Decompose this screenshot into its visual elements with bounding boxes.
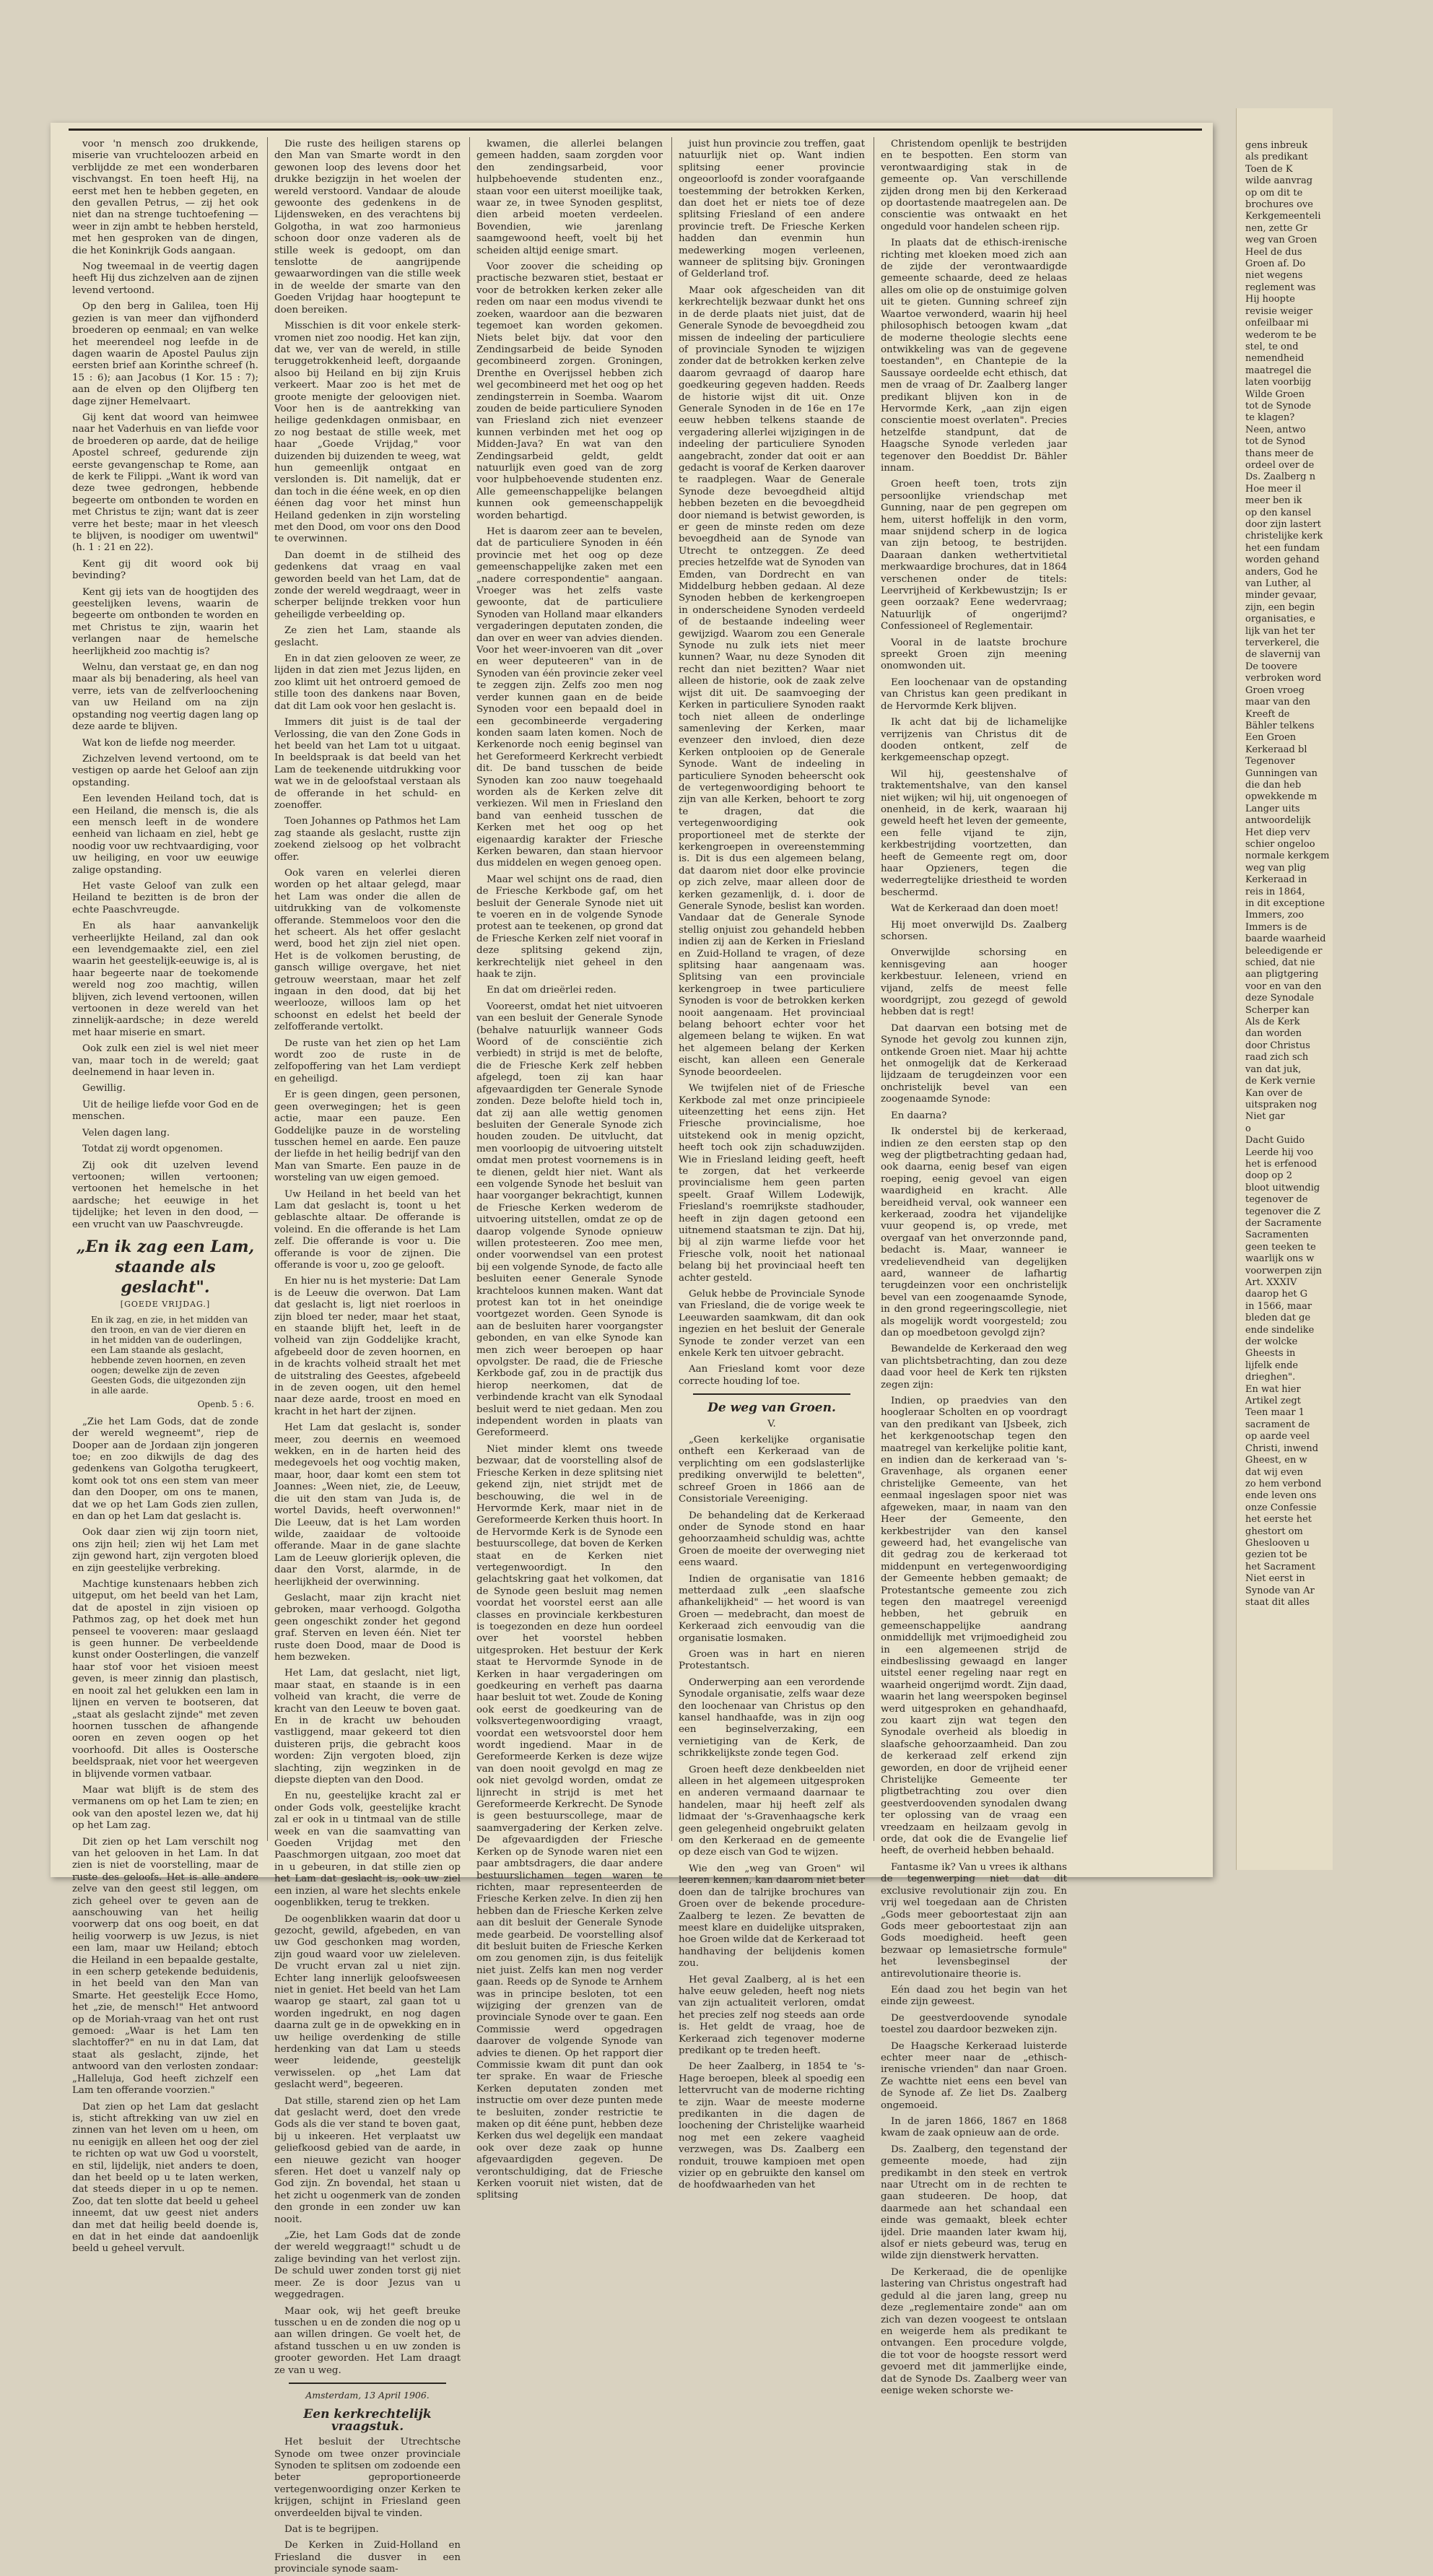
paragraph: En dat om drieërlei reden. (487, 985, 617, 996)
paragraph: En als haar aanvankelijk verheerlijkte Heiland, zal dan ook een levendgemaakte ziel, een ziel waarin het geestelijk-eeuwige is, al is haar begeerte naar de toekomende wereld nog zoo machtig, willen blijven, zich levend vertoonen, willen vertoonen in deze wereld van het zinnelijk-aardsche; in deze wereld met haar miserie en smart. (72, 921, 258, 1038)
paragraph: Er is geen dingen, geen personen, geen overwegingen; het is geen actie, maar een pauze. Een Goddelijke pauze in de worsteling tusschen hemel en aarde. Een pauze der liefde in het heilig bedrijf van den Man van Smarte. Een pauze in de worsteling van uw eigen gemoed. (274, 1089, 461, 1184)
paragraph: Gunningen van (1245, 767, 1318, 779)
paragraph: Groen was in hart en nieren Protestantsch. (679, 1648, 865, 1672)
paragraph: De heer Zaalberg, in 1854 te 's-Hage beroepen, bleek al spoedig een lettervrucht van de moderne richting te zijn. Waar de meeste moderne predikanten in die dagen de loochening der Christelijke waarheid nog met een zekere vaagheid verzwegen, was Ds. Zaalberg een ronduit, trouwe kampioen met open vizier op en gebruikte den kansel om de hoofdwaarheden van het (679, 2061, 865, 2191)
paragraph: tot de Synod (1245, 436, 1306, 448)
paragraph: Immers dit juist is de taal der Verlossing, die van den Zone Gods in het beeld van het Lam tot u uitgaat. In beeldspraak is dat beeld van het Lam de teekenende uitdrukking voor wat we in de geloofstaal verstaan als de offerande in het schuld- en zoenoffer. (274, 717, 461, 811)
paragraph: thans meer de (1245, 448, 1314, 459)
bible-verse-reference: Openb. 5 : 6. (197, 1399, 254, 1410)
paragraph: Art. XXXIV (1245, 1277, 1297, 1288)
paragraph: In plaats dat de ethisch-irenische richting met kloeken moed zich aan de zijde der verontwaardigde gemeente schaarde, deed ze helaas alles om olie op de onstuimige golven uit te gieten. Gunning schreef zijn Waartoe verwonderd, waarin hij heel philosophisch betoogen kwam „dat de moderne theologie slechts eene ontwikkeling was van de gegevene toestanden", en Chantepie de la Saussaye oordeelde echt ethisch, dat men de vraag of Dr. Zaalberg langer predikant blijven kon in de Hervormde Kerk, „aan zijn eigen conscientie moest overlaten". Precies hetzelfde standpunt, dat de Haagsche Synode verleden jaar tegenover den Boeddist Dr. Bähler innam. (881, 238, 1067, 474)
paragraph: Machtige kunstenaars hebben zich uitgeput, om het beeld van het Lam, dat de apostel in zijn visioen op Pathmos zag, op het doek met hun penseel te vooveren: maar geslaagd is geen hunner. De verbeeldende kunst onder Oosterlingen, die vanzelf haar stof voor het visioen meest geven, is meer zinnig dan plastisch, en nooit zal het gelukken een lam in lijnen en verven te bootseren, dat „staat als geslacht zijnde" met zeven hoornen tusschen de afhangende ooren en zeven oogen op het voorhoofd. Dit alles is Oostersche beeldspraak, niet voor het weergeven in blijvende vormen vatbaar. (72, 1579, 258, 1780)
paragraph: daarop het G (1245, 1289, 1308, 1300)
paragraph: op aarde veel (1245, 1431, 1310, 1443)
paragraph: Artikel zegt (1245, 1396, 1301, 1407)
paragraph: Geluk hebbe de Provinciale Synode van Friesland, die de vorige week te Leeuwarden saamkwam, dit dan ook ingezien en het besluit der Generale Synode te zonder verzet van een enkele Kerk ten uitvoer gebracht. (679, 1289, 865, 1359)
paragraph: waarlijk ons w (1245, 1253, 1315, 1265)
paragraph: Maar ook, wij het geeft breuke tusschen u en de zonden die nog op u aan willen dringen. Ge voelt het, de afstand tusschen u en uw zonden is grooter geworden. Het Lam draagt ze van u weg. (274, 2305, 461, 2376)
paragraph: dat wij even (1245, 1466, 1303, 1478)
adjacent-page-text (1245, 140, 1433, 1609)
paragraph: juist hun provincie zou treffen, gaat natuurlijk niet op. Want indien splitsing eener provincie ongeoorloofd is zonder voorafgaande toestemming der betrokken Kerken, dan doet het er niets toe of deze splitsing Friesland of een andere provincie treft. De Friesche Kerken hadden dan evenmin hun medewerking mogen verleenen, wanneer de splitsing bijv. Groningen of Gelderland trof. (679, 139, 865, 280)
column-5-text (881, 139, 1067, 2397)
paragraph: Groen vroeg (1245, 684, 1305, 696)
paragraph: Dat is te begrijpen. (284, 2524, 379, 2535)
paragraph: de slavernij van (1245, 649, 1321, 661)
paragraph: Kerkgemeenteli (1245, 211, 1321, 222)
article-heading-weg-van-groen: De weg van Groen. (707, 1401, 836, 1416)
paragraph: En hier nu is het mysterie: Dat Lam is de Leeuw die overwon. Dat Lam dat geslacht is, ligt niet roerloos in zijn bloed ter neder, maar het staat, en staande blijft het, leeft in de volheid van zijn Goddelijke kracht, afgebeeld door de zeven hoornen, en in de krachts volheid straalt het met de uitstraling des Geestes, afgebeeld in de zeven oogen, uit den hemel naar deze aarde, troost en moed en kracht in het hart der zijnen. (274, 1276, 461, 1417)
paragraph: Het Lam, dat geslacht, niet ligt, maar staat, en staande is in een volheid van kracht, die verre de kracht van den Leeuw te boven gaat. En in de kracht uw behouden vastliggend, maar gekeerd tot dien duisteren prijs, die gebracht koos worden: Zijn vergoten bloed, zijn slachting, zijn wegzinken in de diepste diepten van den Dood. (274, 1668, 461, 1786)
paragraph: deze Synodale (1245, 993, 1315, 1004)
paragraph: bleden dat ge (1245, 1313, 1311, 1324)
paragraph: nen, zette Gr (1245, 222, 1308, 234)
paragraph: Toen Johannes op Pathmos het Lam zag staande als geslacht, rustte zijn zoekend zielsoog op het volbracht offer. (274, 816, 461, 863)
paragraph: dan worden (1245, 1028, 1302, 1040)
paragraph: Gewillig. (82, 1083, 126, 1095)
paragraph: tegenover de (1245, 1194, 1308, 1206)
paragraph: brochures ove (1245, 199, 1313, 211)
paragraph: Als de Kerk (1245, 1017, 1300, 1028)
paragraph: Vooreerst, omdat het niet uitvoeren van een besluit der Generale Synode (behalve natuurlijk wanneer Gods Woord of de consciëntie zich verbiedt) in strijd is met de belofte, die de Friesche Kerk zelf hebben afgelegd, toen zij kan haar afgevaardigden ter Generale Synode zonden. Deze belofte hield toch in, dat zij aan alle wettig genomen besluiten der Generale Synode zich houden zouden. De uitvlucht, dat men voorloopig de uitvoering uitstelt omdat men protest voornemens is in te dienen, geldt hier niet. Want als een volgende Synode het besluit van haar voorganger bekrachtigt, kunnen de Friesche Kerken wederom de uitvoering uitstellen, omdat ze op de daarop volgende Synode opnieuw willen protesteeren. Zoo mee men, onder voorwendsel van een protest bij een volgende Synode, de facto alle besluiten eener Generale Synode krachteloos kunnen maken. Want dat protest kan tot in het oneindige voortgezet worden. Geen Synode is aan de besluiten harer voorgangster gebonden, en van elke Synode kan men zich weer beroepen op haar opvolgster. De raad, die de Friesche Kerkbode gaf, zou in de practijk dus hierop neerkomen, dat de verbindende kracht van elk Synodaal besluit werd te niet gedaan. Men zou independent worden in plaats van Gereformeerd. (476, 1001, 663, 1439)
paragraph: Niet eerst in (1245, 1573, 1305, 1585)
paragraph: maatregel die (1245, 365, 1312, 376)
paragraph: staat dit alles (1245, 1596, 1310, 1608)
paragraph: „Geen kerkelijke organisatie ontheft een Kerkeraad van de verplichting om een godslasterlijke prediking onverwijld te beletten", schreef Groen in 1866 aan de Consistoriale Vereeniging. (679, 1435, 865, 1505)
paragraph: Op den berg in Galilea, toen Hij gezien is van meer dan vijfhonderd broederen op eenmaal; en van welke het meerendeel nog leefde in de dagen waarin de Apostel Paulus zijn eersten brief aan Korinthe schreef (h. 15 : 6); aan Jacobus (1 Kor. 15 : 7); aan de elven op den Olijfberg ten dage zijner Hemelvaart. (72, 301, 258, 407)
paragraph: kwamen, die allerlei belangen gemeen hadden, saam zorgden voor den zendingsarbeid, voor hulpbehoevende studenten enz., staan voor een uiterst moeilijke taak, waar ze, in twee Synoden gesplitst, dien arbeid moeten verdeelen. Bovendien, wie jarenlang saamgewoond heeft, voelt bij het scheiden altijd eenige smart. (476, 139, 663, 256)
paragraph: Het diep verv (1245, 827, 1310, 838)
section-divider (693, 1393, 850, 1395)
paragraph: En daarna? (891, 1110, 947, 1121)
paragraph: ghestort om (1245, 1526, 1303, 1537)
dateline: Amsterdam, 13 April 1906. (305, 2389, 430, 2401)
paragraph: Ook zulk een ziel is wel niet meer van, maar toch in de wereld; gaat deelnemend in haar leven in. (72, 1043, 258, 1079)
paragraph: antwoordelijk (1245, 815, 1311, 827)
paragraph: beleedigende er (1245, 945, 1323, 957)
paragraph: Gheslooven u (1245, 1537, 1310, 1549)
paragraph: Christendom openlijk te bestrijden en te bespotten. Een storm van verontwaardiging stak in de gemeente op. Van verschillende zijden drong men bij den Kerkeraad op doortastende maatregelen aan. De conscientie was ontwaakt en het ongeduld voor handelen scheen rijp. (881, 139, 1067, 232)
paragraph: Groen heeft toen, trots zijn persoonlijke vriendschap met Gunning, naar de pen gegrepen om hem, uiterst hoffelijk in den vorm, maar snijdend scherp in de logica van zijn betoog, te bestrijden. Daaraan danken wethertvitietal merkwaardige brochures, dat in 1864 verschenen onder de titels: Leervrijheid of Kerkbewustzijn; Is er geen oorzaak? Eene wedervraag; Natuurlijk of ongerijmd? Confessioneel of Reglementair. (881, 479, 1067, 632)
paragraph: van dat juk, (1245, 1063, 1302, 1075)
paragraph: Ds. Zaalberg n (1245, 471, 1316, 483)
paragraph: Onderwerping aan een verordende Synodale organisatie, zelfs waar deze den loochenaar van Christus op den kansel handhaafde, was in zijn oog een beginselverzaking, een vernietiging van de Kerk, de schrikkelijkste zonde tegen God. (679, 1676, 865, 1759)
paragraph: Fantasme ik? Van u vrees ik althans de tegenwerping niet dat dit exclusive revolutionair zijn zou. En vrij wel toegedaan aan de Christen „Gods meer geboortestaat zijn aan Gods meer geboortestaat zijn aan Gods moedigheid. heeft geen bezwaar op lemasietrsche formule" het levensbeginsel der antirevolutionaire theorie is. (881, 1861, 1067, 1980)
column-separator (267, 137, 268, 1841)
paragraph: o (1245, 1123, 1251, 1134)
paragraph: die dan heb (1245, 779, 1302, 791)
article-heading-kerkrechtelijk: Een kerkrechtelijk vraagstuk. (303, 2407, 432, 2434)
paragraph: drieghen". (1245, 1372, 1296, 1383)
paragraph: De Kerken in Zuid-Holland en Friesland die dusver in een provinciale synode saam- (274, 2540, 461, 2575)
paragraph: organisaties, e (1245, 614, 1315, 625)
paragraph: Dan doemt in de stilheid des gedenkens dat vraag en vaal geworden beeld van het Lam, dat de zonde der wereld wegdraagt, weer in scherper belijnde trekken voor hun geheiligde verbeelding op. (274, 549, 461, 620)
paragraph: Welnu, dan verstaat ge, en dan nog maar als bij benadering, als heel van verre, iets van de zelfverloochening van uw Heiland om na zijn opstanding nog veertig dagen lang op deze aarde te blijven. (72, 662, 258, 733)
paragraph: Wil hij, geestenshalve of traktementshalve, van den kansel niet wijken; wil hij, uit ongenoegen of onenheid, in de kerk, waaraan hij geweld heeft het leven der gemeente, een felle vijand te zijn, kerkbestrijding voortzetten, dan heeft de Gemeente regt om, door haar Opzieners, tegen die wederregtelijke driestheid te worden beschermd. (881, 768, 1067, 898)
paragraph: Immers is de (1245, 921, 1307, 933)
paragraph: der Sacramente (1245, 1217, 1322, 1229)
paragraph: opwekkende m (1245, 791, 1317, 803)
paragraph: door Christus (1245, 1040, 1310, 1051)
paragraph: Het besluit der Utrechtsche Synode om twee onzer provinciale Synoden te splitsen om zodoende een beter geproportioneerde vertegenwoordiging onzer Kerken te krijgen, schijnt in Friesland geen onverdeelden bijval te vinden. (274, 2437, 461, 2519)
paragraph: Sacramenten (1245, 1230, 1309, 1241)
paragraph: aan pligtgering (1245, 969, 1319, 980)
paragraph: voorwerpen zijn (1245, 1265, 1323, 1276)
paragraph: Indien de organisatie van 1816 metterdaad zulk „een slaafsche afhankelijkheid" — het woord is van Groen — medebracht, dan moest de Kerkeraad zich eenvoudig van die organisatie losmaken. (679, 1573, 865, 1644)
paragraph: Wat kon de liefde nog meerder. (82, 737, 236, 749)
paragraph: Het Lam dat geslacht is, sonder meer, zou deernis en weemoed wekken, en in de harten heid des medegevoels het oog vochtig maken, maar, hoor, daar komt een stem tot Joannes: „Ween niet, zie, de Leeuw, die uit den stam van Juda is, de wortel Davids, heeft overwonnen!" Die Leeuw, dat is het Lam worden wilde, zaaidaar de voltooide offerande. Maar in de gane slachte Lam de Leeuw glorierijk opleven, die daar den Vorst, alarmde, in de heerlijkheid der overwinning. (274, 1422, 461, 1588)
paragraph: Teen maar 1 (1245, 1407, 1304, 1419)
paragraph: De toovere (1245, 661, 1298, 672)
paragraph: Ik acht dat bij de lichamelijke verrijzenis van Christus dit de dooden ontkent, zelf de kerkgemeenschap opzegt. (881, 717, 1067, 764)
paragraph: Heel de dus (1245, 246, 1302, 258)
paragraph: Een Groen (1245, 732, 1297, 744)
paragraph: De geestverdoovende synodale toestel zou daardoor bezweken zijn. (881, 2012, 1067, 2036)
paragraph: nemendheid (1245, 353, 1304, 365)
paragraph: uitspraken nog (1245, 1099, 1317, 1110)
paragraph: Voor zoover die scheiding op practische bezwaren stiet, bestaat er voor de betrokken kerken zeker alle reden om naar een modus vivendi te zoeken, waardoor aan die bezwaren tegemoet kan worden gekomen. Niets belet bijv. dat voor den Zendingsarbeid de beide Synoden gecombineerd zorgen. Groningen, Drenthe en Overijssel hebben zich wel gecombineerd met het oog op het zendingsterrein in Soemba. Waarom zouden de beide particuliere Synoden van Friesland zich niet evenzeer kunnen verbinden met het oog op Midden-Java? En wat van den Zendingsarbeid geldt, geldt natuurlijk even goed van de zorg voor hulpbehoevende studenten enz. Alle gemeenschappelijke belangen kunnen ook gemeenschappelijk worden behartigd. (476, 261, 663, 521)
column-1-text-part-2 (72, 1417, 258, 2255)
paragraph: reglement was (1245, 282, 1316, 293)
paragraph: gezien tot be (1245, 1549, 1307, 1561)
paragraph: op den kansel (1245, 507, 1312, 518)
paragraph: op om dit te (1245, 187, 1303, 199)
paragraph: Leerde hij voo (1245, 1146, 1314, 1158)
paragraph: weg van Groen (1245, 235, 1317, 246)
paragraph: Niet minder klemt ons tweede bezwaar, dat de voorstelling alsof de Friesche Kerken in deze splitsing niet gekend zijn, niet strijdt met de beschouwing, die wel in de Hervormde Kerk, maar niet in de Gereformeerde Kerken thuis hoort. In de Hervormde Kerk is de Synode een bestuurscollege, dat boven de Kerken staat en de Kerken niet vertegenwoordigt. In den gelachtskring gaat het volkomen, dat de Synode geen besluit mag nemen voordat het voorstel eerst aan alle classes en provinciale kerkbesturen is toegezonden en deze hun oordeel over het voorstel hebben uitgesproken. Het bestuur der Kerk staat te Hervormde Synode in de Kerken in haar vergaderingen om goedkeuring en verheft pas daarna haar besluit tot wet. Zoude de Koning ook eerst de goedkeuring van de volksvertegenwoordiging vraagt, voordat een wetsvoorstel door hem wordt ingediend. Maar in de Gereformeerde Kerken is deze wijze van doen nooit gevolgd en mag ze ook niet gevolgd worden, omdat ze lijnrecht in strijd is met het Gereformeerde Kerkrecht. De Synode is geen bestuurscollege, maar de saamvergadering der Kerken zelve. De afgevaardigden der Friesche Kerken op de Synode waren niet een paar ambtsdragers, die daar andere bestuurslichamen tegen waren te richten, maar representeerden de Friesche Kerken zelve. In dien zij hen hebben dan de Friesche Kerken zelve aan dit besluit der Generale Synode mede gearbeid. De voorstelling alsof dit besluit buiten de Friesche Kerken om zou genomen zijn, is dus feitelijk niet juist. Zelfs kan men nog verder gaan. Reeds op de Synode te Arnhem was in principe besloten, tot een wijziging der grenzen van de provinciale Synode over te gaan. Een Commissie werd opgedragen daarover de volgende Synode van advies te dienen. Op het rapport dier Commissie kwam dit punt dan ook ter sprake. En waar de Friesche Kerken deputaten zonden met instructie om over deze punten mede te besluiten, zonder restrictie te maken op dit ééne punt, hebben deze Kerken dus wel degelijk een mandaat ook over deze zaak op hunne afgevaardigden gegeven. De verontschuldiging, dat de Friesche Kerken vooruit niet wisten, dat de splitsing (476, 1443, 663, 2201)
paragraph: maar van den (1245, 697, 1311, 708)
meditation-subheading: [GOEDE VRIJDAG.] (120, 1299, 211, 1309)
paragraph: De Kerkeraad, die de openlijke lastering van Christus ongestraft had geduld al die jaren lang, greep nu deze „reglementaire zonde" aan om zich van dezen voogeest te ontslaan en weigerde hem als predikant te ontvangen. Een procedure volgde, die tot voor de hoogste ressort werd gevoerd met dit jammerlijke einde, dat de Synode Ds. Zaalberg weer van eenige weken schorste we- (881, 2266, 1067, 2396)
paragraph: worden gehand (1245, 554, 1320, 566)
paragraph: Gheests in (1245, 1348, 1296, 1359)
paragraph: in dit exceptione (1245, 898, 1325, 909)
paragraph: En in dat zien gelooven ze weer, ze lijden in dat zien met Jezus lijden, en zoo klimt uit het ontroerd gemoed de stille toon des dankens naar Boven, dat dit Lam ook voor hen geslacht is. (274, 653, 461, 712)
paragraph: wederom te be (1245, 329, 1317, 341)
paragraph: schier ongeloo (1245, 838, 1315, 850)
paragraph: normale kerkgem (1245, 850, 1330, 862)
paragraph: „Zie het Lam Gods, dat de zonde der wereld wegneemt", riep de Dooper aan de Jordaan zijn jongeren toe; en zoo dikwijls de dag des gedenkens van Golgotha terugkeert, komt ook tot ons een stem van meer dan den Dooper, om ons te manen, dat we op het Lam Gods zien zullen, en dan op het Lam dat geslacht is. (72, 1416, 258, 1522)
paragraph: revisie weiger (1245, 305, 1313, 317)
paragraph: Bähler telkens (1245, 720, 1315, 731)
paragraph: Ook varen en velerlei dieren worden op het altaar gelegd, maar het Lam was onder die allen de uitdrukking van de volkomenste offerande. Stemmeloos voor den die het scheert. Als het offer geslacht werd, bood het zijn ziel niet open. Het is de volkomen berusting, de gansch willige overgave, het niet getrouw weerstaan, maar het zelf ingaan in den dood, dat bij het weerlooze, willoos lam op het schoonst en edelst het beeld der zelfofferande vertolkt. (274, 867, 461, 1033)
column-3-text (476, 139, 663, 2202)
paragraph: Toen de K (1245, 163, 1293, 175)
paragraph: Dacht Guido (1245, 1135, 1305, 1146)
paragraph: anders, God he (1245, 566, 1318, 578)
paragraph: zo hem verbond (1245, 1478, 1322, 1489)
paragraph: tegenover die Z (1245, 1206, 1320, 1217)
paragraph: Wie den „weg van Groen" wil leeren kennen, kan daarom niet beter doen dan de talrijke brochures van Groen over de bekende procedure-Zaalberg te lezen. Ze bevatten de meest klare en duidelijke uitspraken, hoe Groen wilde dat de Kerkeraad tot handhaving der belijdenis komen zou. (679, 1863, 865, 1970)
paragraph: geen teeken te (1245, 1241, 1316, 1253)
paragraph: Het geval Zaalberg, al is het een halve eeuw geleden, heeft nog niets van zijn actualiteit verloren, omdat het precies zelf nog steeds aan orde is. Het geldt de vraag, hoe de Kerkeraad zich tegenover moderne predikant op te treden heeft. (679, 1974, 865, 2056)
paragraph: Christi, inwend (1245, 1443, 1319, 1454)
paragraph: Zij ook dit uzelven levend vertoonen; willen vertoonen; vertoonen het hemelsche in het aardsche; het eeuwige in het tijdelijke; het leven in den dood, — een vrucht van uw Paaschvreugde. (72, 1159, 258, 1230)
paragraph: „Zie, het Lam Gods dat de zonde der wereld weggraagt!" schudt u de zalige bevinding van het verlost zijn. De schuld uwer zonden torst gij niet meer. Ze is door Jezus van u weggedragen. (274, 2230, 461, 2301)
paragraph: Geslacht, maar zijn kracht niet gebroken, maar verhoogd. Golgotha geen ongeschikt zonder het gegond graf. Sterven en leven één. Niet ter ruste doen Dood, maar de Dood is hem bezweken. (274, 1592, 461, 1663)
paragraph: Wat de Kerkeraad dan doen moet! (891, 903, 1059, 915)
paragraph: lijfelk ende (1245, 1359, 1299, 1371)
paragraph: Velen dagen lang. (82, 1127, 170, 1139)
paragraph: ordeel over de (1245, 459, 1315, 471)
paragraph: niet wegens (1245, 270, 1303, 282)
paragraph: der wolcke (1245, 1336, 1298, 1348)
paragraph: Misschien is dit voor enkele sterk-vromen niet zoo noodig. Het kan zijn, dat we, ver van de wereld, in stille teruggetrokkenheid leeft, dorgaande alsoo bij Heiland en bij zijn Kruis verkeert. Maar zoo is het met de groote menigte der geloovigen niet. Voor hen is de aantrekking van heilige gedenkdagen onmisbaar, en zo nog bestaat de stille week, met haar „Goede Vrijdag," voor duizenden bij duizenden te weeg, wat hun gemeenlijk ontgaat en verslonden is. Dit namelijk, dat er dan toch in die ééne week, en op dien éénen dag voor het minst hun Heiland gedenken in zijn worsteling met den Dood, om voor ons den Dood te overwinnen. (274, 321, 461, 545)
paragraph: Groen af. Do (1245, 258, 1306, 270)
section-divider (289, 2383, 446, 2384)
paragraph: Totdat zij wordt opgenomen. (82, 1144, 223, 1155)
paragraph: christelijke kerk (1245, 531, 1323, 542)
paragraph: Dat zien op het Lam dat geslacht is, sticht aftrekking van uw ziel en zinnen van het leven om u heen, om nu eenigijk en alleen het oog der ziel te richten op wat uw God u voorstelt, en stil, lijdelijk, niet anders te doen, dan het beeld op u te laten werken, dat steeds dieper in u op te nemen. Zoo, dat ten slotte dat beeld u geheel inneemt, dat uw geest niet anders dan met dat heilig beeld doende is, en dat in het einde dat aandoenlijk beeld u geheel vervult. (72, 2101, 258, 2255)
column-2-text-part-1 (274, 139, 461, 2377)
paragraph: tot de Synode (1245, 400, 1312, 412)
paragraph: Een loochenaar van de opstanding van Christus kan geen predikant in de Hervormde Kerk blijven. (881, 676, 1067, 712)
paragraph: De Haagsche Kerkeraad luisterde echter meer naar de „ethisch-irenische vrienden" dan naar Groen. Ze wachtte niet eens een bevel van de Synode af. Ze liet Ds. Zaalberg ongemoeid. (881, 2040, 1067, 2111)
paragraph: zijn, een begin (1245, 601, 1315, 613)
paragraph: Wilde Groen (1245, 388, 1305, 400)
paragraph: Kerkeraad bl (1245, 744, 1307, 755)
paragraph: Maar ook afgescheiden van dit kerkrechtelijk bezwaar dunkt het ons in de derde plaats niet juist, dat de Generale Synode de bevoegdheid zou missen de indeeling der particuliere of provinciale Synoden te wijzigen zonder dat de betrokken kerken zelve daarom gevraagd of daarop hare goedkeuring gegeven hadden. Reeds de historie wijst dit uit. Onze Generale Synoden in de 16e en 17e eeuw hebben telkens staande de vergadering allerlei wijzigingen in de indeeling der particuliere Synoden aangebracht, zonder dat ooit er aan gedacht is vooraf de Kerken daarover te raadplegen. Waar de Generale Synode deze bevoegdheid altijd hebben bezeten en die bevoegdheid door niemand is betwist geworden, is er geen de minste reden om deze bevoegdheid aan de Synode van Utrecht te ontzeggen. Ze deed precies hetzelfde wat de Synoden van Emden, van Dordrecht en van Middelburg hebben gedaan. Al deze Synoden hebben de kerkengroepen in onderscheidene Synoden verdeeld of de bestaande indeeling weer gewijzigd. Waarom zou een Generale Synode nu zulk iets niet meer kunnen? Waar, nu deze Synoden dit recht dan niet bezitten? Waar niet alleen de historie, ook de zaak zelve wijst dit uit. De saamvoeging der Kerken in particuliere Synoden raakt toch niet alleen de onderlinge samenleving der Kerken, maar evenzeer den invloed, dien deze Kerken ontplooien op de Generale Synode. Want de indeeling in particuliere Synoden beheerscht ook de vertegenwoordiging behoort te zijn van alle Kerken, behoort te zorg te dragen, dat die vertegenwoordiging ook proportioneel met de sterkte der kerkengroepen in overeenstemming is. Dit is dus een algemeen belang, dat daarom niet door elke provincie op zich zelve, maar alleen door de kerken gezamenlijk, d. i. door de Generale Synode, beslist kan worden. Vandaar dat de Generale Synode stellig onjuist zou gehandeld hebben indien zij aan de Kerken in Friesland en Zuid-Holland te vragen, of deze splitsing haar aangenaam was. Splitsing van een provinciale kerkengroep in twee particuliere Synoden is voor de betrokken kerken nooit aangenaam. Het provinciaal belang behoort echter voor het algemeen belang te wijken. En wat het algemeen belang der Kerken eischt, kan alleen een Generale Synode beoordeelen. (679, 284, 865, 1078)
paragraph: Ds. Zaalberg, den tegenstand der gemeente moede, had zijn predikambt in den steek en vertrok naar Utrecht om in de rechten te gaan studeeren. De hoop, dat daarmede aan het schandaal een einde was gemaakt, bleek echter ijdel. Drie maanden later kwam hij, alsof er niets gebeurd was, terug en wilde zijn dienstwerk hervatten. (881, 2144, 1067, 2262)
paragraph: Uit de heilige liefde voor God en de menschen. (72, 1099, 258, 1123)
paragraph: ende sindelike (1245, 1324, 1315, 1336)
paragraph: voor en van den (1245, 980, 1322, 992)
paragraph: Zichzelven levend vertoond, om te vestigen op aarde het Geloof aan zijn opstanding. (72, 753, 258, 788)
paragraph: Hij hoopte (1245, 294, 1295, 305)
column-4-text-part-1 (679, 139, 865, 1388)
paragraph: Ik onderstel bij de kerkeraad, indien ze den eersten stap op den weg der pligtbetrachting gedaan had, ook daarna, eenig besef van eigen roeping, eenig gevoel van eigen waardigheid en kracht. Alle bereidheid verval, ook wanneer een kerkeraad, zoodra het vijandelijke vuur geopend is, op vrede, met overgaaf van het onverzonnde pand, bedacht is. Maar, wanneer ie vredelievendheid van degelijken aard, wanneer de lafhartig terugdeinzen voor een onchristelijk bevel van een zoogenaamde Synode, in den grond regeeringscollegie, niet als mogelijk wordt voorgesteld; zou dan op moedbetoon gevolgd zijn? (881, 1126, 1067, 1339)
paragraph: in 1566, maar (1245, 1300, 1312, 1312)
paragraph: verbroken word (1245, 673, 1322, 684)
paragraph: reis in 1864, (1245, 886, 1305, 897)
bible-verse: En ik zag, en zie, in het midden van den troon, en van de vier dieren en in het midden van de ouderlingen, een Lam staande als geslacht, hebbende zeven hoornen, en zeven oogen; dewelke zijn de zeven Geesten Gods, die uitgezonden zijn in alle aarde. (91, 1315, 248, 1396)
paragraph: voor 'n mensch zoo drukkende, miserie van vruchteloozen arbeid en verblijdde ze met een wonderbaren vischvangst. En toen heeft Hij, na eerst met hen te hebben gegeten, en den gevallen Petrus, — zij het ook niet dan na strenge tuchtoefening — weer in zijn ambt te hebben hersteld, met hen gesproken van de dingen, die het Koninkrijk Gods aangaan. (72, 139, 258, 256)
paragraph: De oogenblikken waarin dat door u gezocht, gewild, afgebeden, en van uw God geschonken mag worden, zijn goud waard voor uw zieleleven. De vrucht ervan zal u niet zijn. Echter lang innerlijk geloofsweesen niet in geniet. Het beeld van het Lam waarop ge staart, zal gaan tot u worden ingedrukt, en nog dagen daarna zult ge in de opwekking en in uw heilige overdenking de stille herdenking van dat Lam u steeds weer leidende, geestelijk verwisselen. op „het Lam dat geslacht werd", begeeren. (274, 1913, 461, 2091)
paragraph: Onverwijlde schorsing en kennisgeving aan hooger kerkbestuur. Ieleneen, vriend en vijand, zelfs de meest felle woordgrijpt, zou gezegd of gewold hebben dat is regt! (881, 947, 1067, 1018)
paragraph: In de jaren 1866, 1867 en 1868 kwam de zaak opnieuw aan de orde. (881, 2116, 1067, 2139)
meditation-heading: „En ik zag een Lam, staande als geslacht". (76, 1237, 255, 1297)
paragraph: Dit zien op het Lam verschilt nog van het gelooven in het Lam. In dat zien is niet de voorstelling, maar de ruste des geloofs. Het is alle andere zelve van den geest stil leggen, om zich geheel over te geven aan de aanschouwing van het heilig voorwerp dat ons oog boeit, en dat heilig voorwerp is uw Jezus, is niet een lam, maar uw Heiland; ebtoch die Heiland in een bepaalde gestalte, in een scherp getekende beduidenis, in het beeld van den Man van Smarte. Het geestelijk Ecce Homo, het „zie, de mensch!" Het antwoord op de Moriah-vraag van het ont rust gemoed: „Waar is het Lam ten slachtoffer?" en nu in dat Lam, dat staat als geslacht, zijnde, het antwoord van den verlosten zondaar: „Halleluja, God heeft zichzelf een Lam ten offerande voorzien." (72, 1836, 258, 2097)
paragraph: Hij moet onverwijld Ds. Zaalberg schorsen. (881, 919, 1067, 942)
column-2-text-part-2 (274, 2437, 461, 2575)
paragraph: onze Confessie (1245, 1502, 1317, 1513)
paragraph: Synode van Ar (1245, 1585, 1315, 1596)
paragraph: Kent gij dit woord ook bij bevinding? (72, 558, 258, 582)
paragraph: Het vaste Geloof van zulk een Heiland te bezitten is de bron der echte Paaschvreugde. (72, 880, 258, 915)
column-1-text-part-1 (72, 139, 258, 1231)
paragraph: Kerkeraad in (1245, 874, 1307, 886)
paragraph: te klagen? (1245, 412, 1295, 424)
paragraph: onfeilbaar mi (1245, 318, 1309, 329)
paragraph: het is erfenood (1245, 1158, 1317, 1170)
column-5 (881, 139, 1067, 2396)
paragraph: het eerste het (1245, 1514, 1312, 1526)
paragraph: Kent gij iets van de hoogtijden des geestelijken levens, waarin de begeerte om ontbonden te worden en met Christus te zijn, waarin het verlangen naar de hemelsche heerlijkheid zoo machtig is? (72, 586, 258, 657)
paragraph: Dat stille, starend zien op het Lam dat geslacht werd, doet den vrede Gods als die ver stand te boven gaat, bij u inkeeren. Het verplaatst uw geliefkoosd gebied van de aarde, in een nieuwe gezicht van hooger sferen. Het doet u vanzelf naly op God zijn. Zn bovendal, het staan u het zicht u oogenmerk van de zonden den gronde in een zonder uw kan nooit. (274, 2095, 461, 2225)
paragraph: Bewandelde de Kerkeraad den weg van plichtsbetrachting, dan zou deze daad voor heel de Kerk ten rijksten zegen zijn: (881, 1344, 1067, 1391)
paragraph: Maar wat blijft is de stem des vermanens om op het Lam te zien; en ook van den apostel lezen we, dat hij op het Lam zag. (72, 1784, 258, 1832)
paragraph: Dat daarvan een botsing met de Synode het gevolg zou kunnen zijn, ontkende Groen niet. Maar hij achtte het onmogelijk dat de Kerkeraad lijdzaam de terugdeinzen voor een onchristelijk bevel van een zoogenaamde Synode: (881, 1022, 1067, 1105)
paragraph: weg van plig (1245, 862, 1306, 874)
article-part-number: V. (767, 1418, 776, 1430)
paragraph: ende leven ons (1245, 1490, 1317, 1502)
top-rule (69, 129, 1202, 131)
paragraph: Aan Friesland komt voor deze correcte houding lof toe. (679, 1364, 865, 1387)
column-3 (476, 139, 663, 2201)
paragraph: door zijn lastert (1245, 519, 1321, 530)
paragraph: De ruste van het zien op het Lam wordt zoo de ruste in de zelfopoffering van het Lam verdiept en geheiligd. (274, 1037, 461, 1084)
paragraph: Vooral in de laatste brochure spreekt Groen zijn meening onomwonden uit. (881, 637, 1067, 672)
paragraph: doop op 2 (1245, 1170, 1292, 1182)
paragraph: En nu, geestelijke kracht zal er onder Gods volk, geestelijke kracht zal er ook in u tintmaal van de stille week en van die saamvatting van Goeden Vrijdag met den Paaschmorgen uitgaan, zoo moet dat in u gebeuren, in dat stille zien op het Lam dat geslacht is, ook uw ziel een inzien, al ware het slechts enkele oogenblikken, terug te trekken. (274, 1790, 461, 1909)
paragraph: Een levenden Heiland toch, dat is een Heiland, die mensch is, die als een mensch leeft in de wondere eenheid van lichaam en ziel, hebt ge noodig voor uw rechtvaardiging, voor uw heiliging, en voor uw eeuwige zalige opstanding. (72, 793, 258, 876)
paragraph: lijk van het ter (1245, 625, 1315, 637)
paragraph: We twijfelen niet of de Friesche Kerkbode zal met onze principieele uiteenzetting het eens zijn. Het Friesche provincialisme, hoe uitstekend ook in menig opzicht, heeft toch ook zijn schaduwzijden. Wie in Friesland leiding geeft, heeft te zorgen, dat het verkeerde provincialisme hem geen parten speelt. Graaf Willem Lodewijk, Friesland's roemrijkste stadhouder, heeft in zijn dagen getoond een uitnemend staatsman te zijn. Dat hij, bij al zijn warme liefde voor het Friesche volk, nooit het nationaal belang bij het provinciaal heeft ten achter gesteld. (679, 1083, 865, 1284)
paragraph: Eén daad zou het begin van het einde zijn geweest. (881, 1984, 1067, 2008)
paragraph: Niet gar (1245, 1111, 1285, 1123)
paragraph: Gheest, en w (1245, 1455, 1307, 1466)
paragraph: De behandeling dat de Kerkeraad onder de Synode stond en haar gehoorzaamheid schuldig was, achtte Groen de moeite der overweging niet eens waard. (679, 1510, 865, 1569)
paragraph: Nog tweemaal in de veertig dagen heeft Hij dus zichzelven aan de zijnen levend vertoond. (72, 261, 258, 296)
paragraph: Die ruste des heiligen starens op den Man van Smarte wordt in den gewonen loop des levens door het drukke bezigzijn in het woelen der wereld verstoord. Vandaar de aloude gewoonte des gedenkens in de Lijdensweken, en des verachtens bij Golgotha, in wat zoo harmonieus schoon door onze vaderen als de stille week is gedoopt, om dan tenslotte de aangrijpende gewaarwordingen van die stille week in de weelde der smarte van den Goeden Vrijdag haar hoogtepunt te doen bereiken. (274, 139, 461, 316)
paragraph: stel, te ond (1245, 341, 1299, 352)
paragraph: Maar wel schijnt ons de raad, dien de Friesche Kerkbode gaf, om het besluit der Generale Synode niet uit te voeren en in de volgende Synode protest aan te teekenen, op grond dat de Friesche Kerken zelf niet vooraf in deze splitsing gekend zijn, kerkrechtelijk niet geheel in den haak te zijn. (476, 874, 663, 980)
paragraph: meer ben ik (1245, 495, 1302, 507)
adjacent-page-edge (1236, 108, 1333, 1870)
paragraph: Tegenover (1245, 756, 1295, 767)
paragraph: sacrament de (1245, 1419, 1310, 1430)
paragraph: de Kerk vernie (1245, 1076, 1315, 1087)
column-separator (469, 137, 470, 1841)
paragraph: het een fundam (1245, 542, 1320, 554)
paragraph: Gij kent dat woord van heimwee naar het Vaderhuis en van liefde voor de broederen op aarde, dat de heilige Apostel schreef, gedurende zijn eerste gevangenschap te Rome, aan de kerk te Filippi. „Want ik word van deze twee gedrongen, hebbende begeerte om ontbonden te worden en met Christus te zijn; want dat is zeer verre het beste; maar in het vleesch te blijven, is noodiger om uwentwil" (h. 1 : 21 en 22). (72, 412, 258, 554)
paragraph: terverkerel, die (1245, 638, 1320, 649)
column-2 (274, 139, 461, 2575)
paragraph: laten voorbijg (1245, 377, 1312, 388)
paragraph: Ook daar zien wij zijn toorn niet, ons zijn heil; zien wij het Lam met zijn gewond hart, zijn vergoten bloed en zijn geestelijke verbreking. (72, 1527, 258, 1574)
paragraph: Hoe meer il (1245, 483, 1302, 495)
paragraph: Het is daarom zeer aan te bevelen, dat de particuliere Synoden in één provincie met het oog op deze gemeenschappelijke zaken met een „nadere correspondentie" aangaan. Vroeger was het zelfs vaste gewoonte, dat de particuliere Synoden van Holland maar elkanders vergaderingen deputaten zonden, die dan over en weer van advies dienden. Voor het weer-invoeren van dit „over en weer deputeeren" van in de Synoden van één provincie zeker veel te zeggen zijn. Zelfs zoo men nog verder kunnen gaan en de beide Synoden voor een bepaald doel in een gecombineerde vergadering konden saam laten komen. Noch de Kerkenorde noch eenig beginsel van het Gereformeerd Kerkrecht verbiedt dit. De band tusschen de beide Synoden kan zoo nauw toegehaald worden als de Kerken zelve dit verkiezen. Wil men in Friesland den band van eenheid tusschen de Kerken met het oog op het eigenaardig karakter der Friesche Kerken bewaren, dan staan hiervoor dus middelen en wegen genoeg open. (476, 526, 663, 869)
paragraph: gens inbreuk (1245, 140, 1308, 151)
paragraph: Immers, zoo (1245, 910, 1304, 921)
paragraph: Langer uits (1245, 803, 1300, 814)
paragraph: Kreeft de (1245, 708, 1290, 720)
paragraph: wilde aanvrag (1245, 175, 1313, 187)
paragraph: als predikant (1245, 152, 1308, 163)
paragraph: Uw Heiland in het beeld van het Lam dat geslacht is, toont u het geblaschte altaar. De offerande is voleind. En die offerande is het Lam zelf. Die offerande is voor u. Die offerande is voor de zijnen. Die offerande is voor u, zoo ge gelooft. (274, 1188, 461, 1271)
column-separator (671, 137, 672, 1841)
paragraph: Ze zien het Lam, staande als geslacht. (274, 625, 461, 648)
paragraph: Indien, op praedvies van den hoogleraar Scholten en op voordragt van den predikant van IJsbeek, zich het kerkgenootschap tegen den maatregel van kerkelijke politie kant, en indien dan de kerkeraad van 's-Gravenhage, als organen eener christelijke Gemeente, van het eenmaal ingeslagen spoor niet was afgeweken, maar, in naam van den Heer der Gemeente, den kerkbestrijder van den kansel geweerd had, het evangelische van dit gedrag zou de kerkeraad tot middenpunt en vertegenwoordiging der Gemeente hebben gemaakt; de Protestantsche gemeente zou zich tegen den maatregel vereenigd hebben, het gebruik en gemeenschappelijke aandrang onmiddellijk met vrijmoedigheid zou in een algemeenen strijd de eindbeslissing gewaagd en langer uitstel eener regeling naar regt en waarheid ongerijmd wordt. Zijn daad, waarin het lang weerspoken beginsel werd uitgesproken en gehandhaafd, zou kaart zijn wat tegen den Synodale overheid als bloedig in slaafsche gehoorzaamheid. Dan zou de kerkeraad zelf erkend zijn geworden, en door de vrijheid eener Christelijke Gemeente ter pligtbetrachting zou over dien geestverdoovenden synodalen dwang ter oplossing van de vraag een vreedzaam en heilzaam gevolg in orde, dat ook die de Evangelie lief heeft, de overheid hebben behaald. (881, 1396, 1067, 1857)
column-4-text-part-2 (679, 1435, 865, 2192)
paragraph: van Luther, al (1245, 578, 1311, 590)
paragraph: Groen heeft deze denkbeelden niet alleen in het algemeen uitgesproken en anderen vermaand daarnaar te handelen, maar hij heeft zelf als lidmaat der 's-Gravenhaagsche kerk geen gelegenheid ongebruikt gelaten om den Kerkeraad en de gemeente op deze eisch van God te wijzen. (679, 1764, 865, 1858)
paragraph: minder gevaar, (1245, 590, 1317, 601)
paragraph: baarde waarheid (1245, 934, 1326, 945)
column-1 (72, 139, 258, 2255)
column-4 (679, 139, 865, 2191)
paragraph: het Sacrament (1245, 1561, 1315, 1572)
paragraph: raad zich sch (1245, 1052, 1309, 1063)
paragraph: Neen, antwo (1245, 424, 1306, 435)
paragraph: En wat hier (1245, 1383, 1301, 1395)
paragraph: bloot uitwendig (1245, 1182, 1320, 1193)
paragraph: Kan over de (1245, 1087, 1303, 1099)
paragraph: schied, dat nie (1245, 957, 1315, 969)
paragraph: Scherper kan (1245, 1004, 1310, 1016)
